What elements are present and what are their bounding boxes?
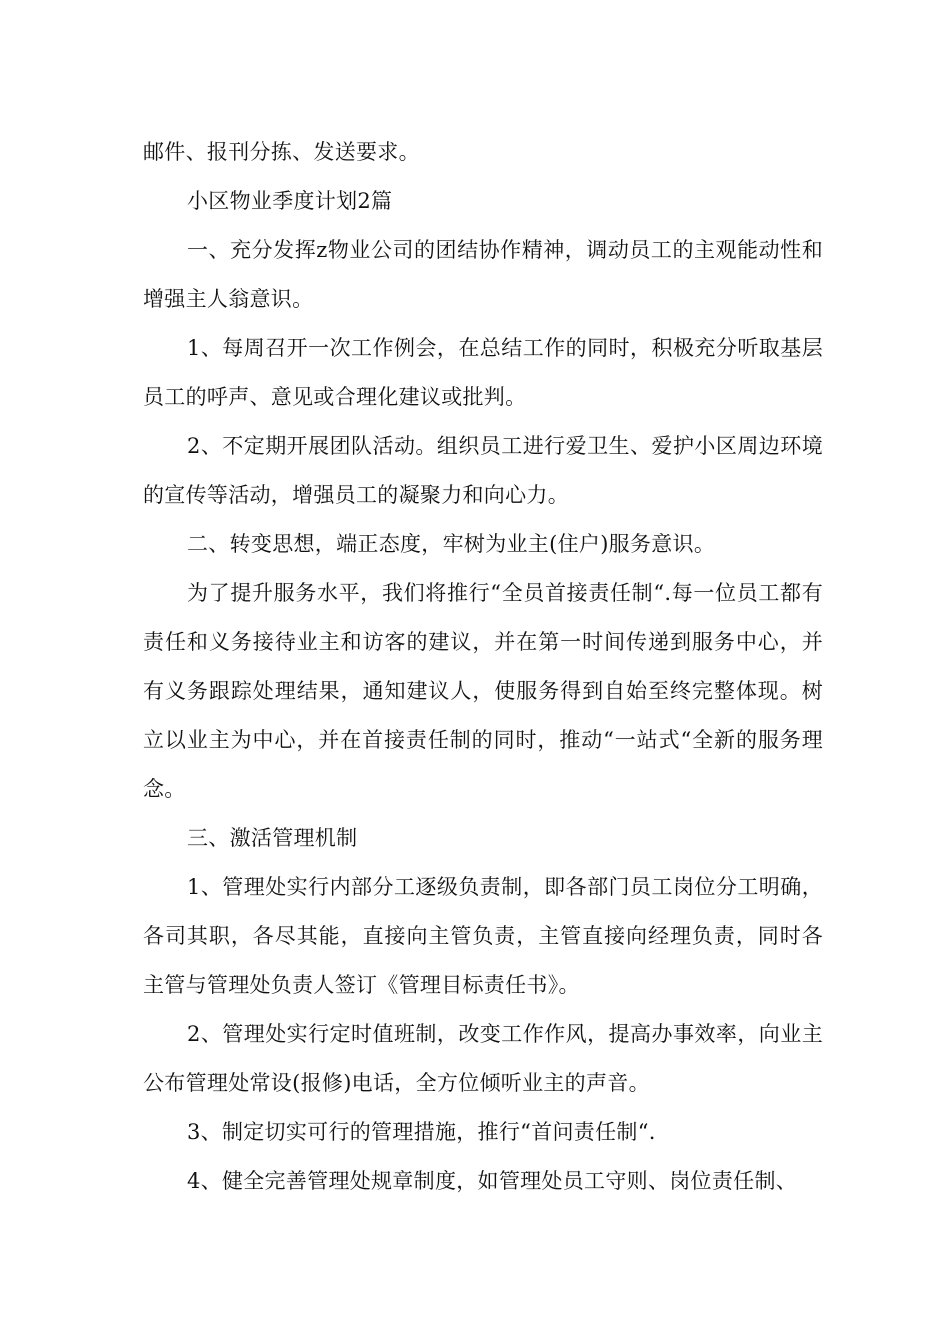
- paragraph-item-1-1: 1、每周召开一次工作例会，在总结工作的同时，积极充分听取基层员工的呼声、意见或合理化建议或批判。: [143, 336, 823, 409]
- paragraph-heading-2: 二、转变思想，端正态度，牢树为业主(住户)服务意识。: [187, 532, 716, 556]
- paragraph-item-3-3: 3、制定切实可行的管理措施，推行“首问责任制“.: [187, 1120, 656, 1144]
- paragraph-body-2: 为了提升服务水平，我们将推行“全员首接责任制“.每一位员工都有责任和义务接待业主和访客的建议，并在第一时间传递到服务中心，并有义务跟踪处理结果，通知建议人，使服务得到自始至终完整体现。树立以业主为中心，并在首接责任制的同时，推动“一站式“全新的服务理念。: [143, 581, 823, 801]
- section-title: 小区物业季度计划2篇: [187, 189, 393, 213]
- paragraph-heading-1: 一、充分发挥z物业公司的团结协作精神，调动员工的主观能动性和增强主人翁意识。: [143, 238, 823, 311]
- paragraph-item-3-1: 1、管理处实行内部分工逐级负责制，即各部门员工岗位分工明确，各司其职，各尽其能，直接向主管负责，主管直接向经理负责，同时各主管与管理处负责人签订《管理目标责任书》。: [143, 875, 823, 997]
- paragraph-item-1-2: 2、不定期开展团队活动。组织员工进行爱卫生、爱护小区周边环境的宣传等活动，增强员工的凝聚力和向心力。: [143, 434, 823, 507]
- paragraph-1: 邮件、报刊分拣、发送要求。: [143, 140, 420, 164]
- paragraph-item-3-2: 2、管理处实行定时值班制，改变工作作风，提高办事效率，向业主公布管理处常设(报修)电话，全方位倾听业主的声音。: [143, 1022, 823, 1095]
- paragraph-heading-3: 三、激活管理机制: [187, 826, 358, 850]
- document-body: [143, 128, 823, 1206]
- paragraph-item-3-4: 4、健全完善管理处规章制度，如管理处员工守则、岗位责任制、: [187, 1169, 798, 1193]
